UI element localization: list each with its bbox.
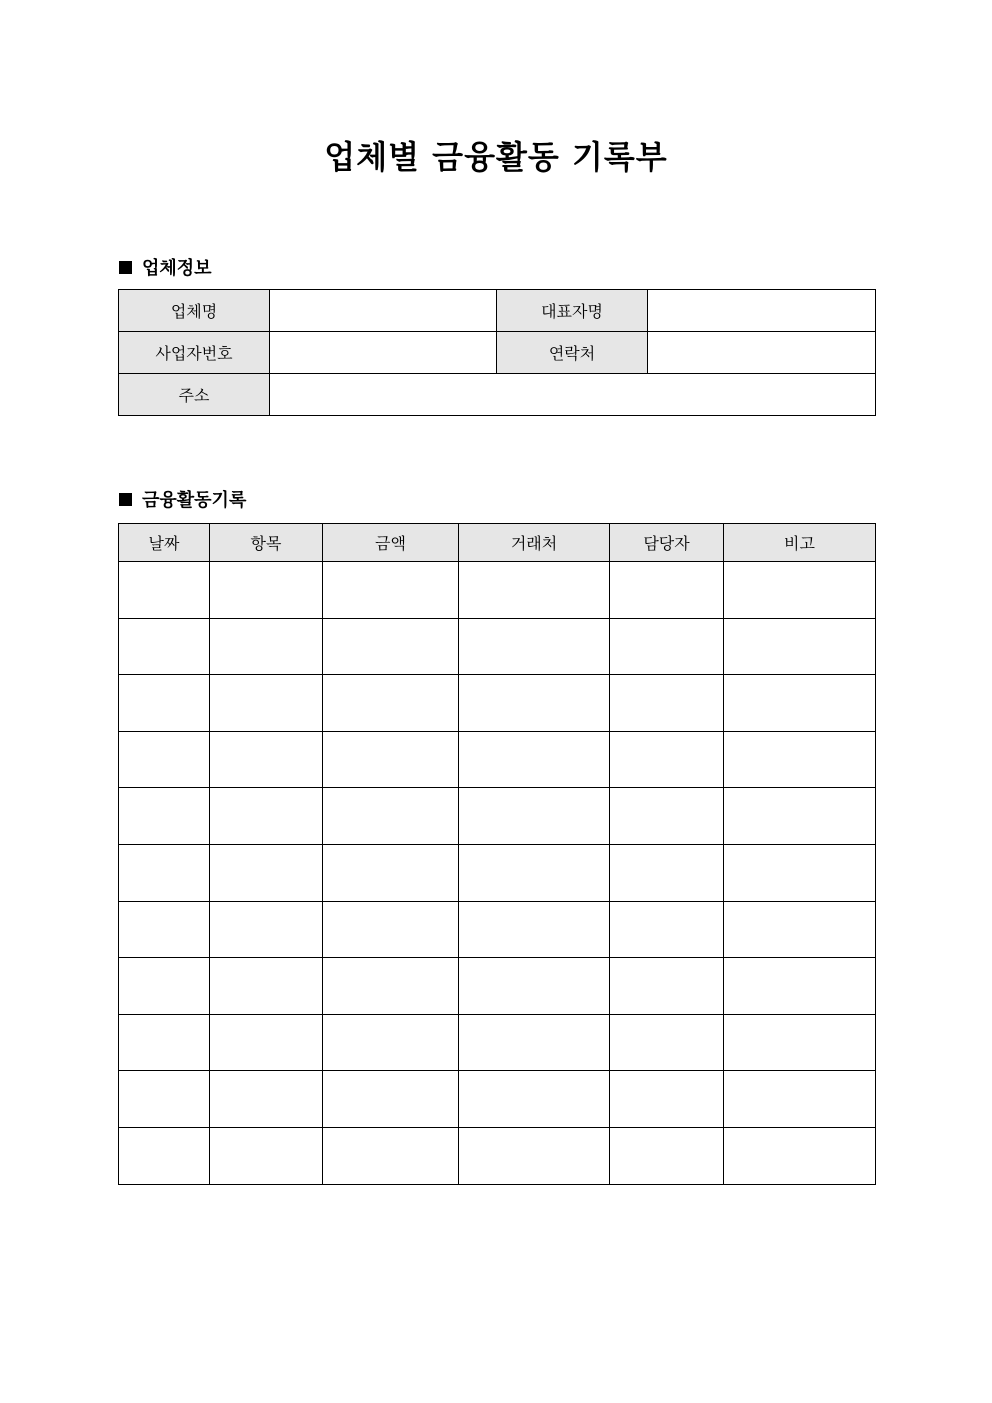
cell-manager[interactable]	[610, 1071, 724, 1128]
cell-amount[interactable]	[323, 844, 459, 901]
representative-label: 대표자명	[497, 290, 648, 332]
cell-manager[interactable]	[610, 901, 724, 958]
cell-manager[interactable]	[610, 731, 724, 788]
cell-date[interactable]	[119, 731, 210, 788]
table-row	[119, 618, 876, 675]
cell-amount[interactable]	[323, 788, 459, 845]
section-heading-company-info	[119, 254, 212, 280]
cell-item[interactable]	[210, 901, 323, 958]
table-row	[119, 562, 876, 619]
cell-manager[interactable]	[610, 1127, 724, 1184]
cell-amount[interactable]	[323, 618, 459, 675]
cell-counterparty[interactable]	[459, 788, 610, 845]
representative-field[interactable]	[648, 290, 876, 332]
square-bullet-icon	[119, 261, 132, 274]
cell-amount[interactable]	[323, 1071, 459, 1128]
cell-counterparty[interactable]	[459, 1127, 610, 1184]
cell-item[interactable]	[210, 731, 323, 788]
cell-amount[interactable]	[323, 562, 459, 619]
cell-item[interactable]	[210, 618, 323, 675]
cell-amount[interactable]	[323, 958, 459, 1015]
cell-counterparty[interactable]	[459, 901, 610, 958]
cell-date[interactable]	[119, 1071, 210, 1128]
cell-remarks[interactable]	[724, 731, 876, 788]
column-header-date: 날짜	[119, 524, 210, 562]
section-heading-label: 금융활동기록	[142, 490, 247, 511]
cell-remarks[interactable]	[724, 958, 876, 1015]
column-header-manager: 담당자	[610, 524, 724, 562]
cell-date[interactable]	[119, 618, 210, 675]
cell-date[interactable]	[119, 1014, 210, 1071]
table-row	[119, 958, 876, 1015]
table-row	[119, 1071, 876, 1128]
cell-counterparty[interactable]	[459, 562, 610, 619]
cell-date[interactable]	[119, 788, 210, 845]
cell-remarks[interactable]	[724, 1071, 876, 1128]
cell-counterparty[interactable]	[459, 844, 610, 901]
contact-field[interactable]	[648, 332, 876, 374]
cell-manager[interactable]	[610, 1014, 724, 1071]
cell-manager[interactable]	[610, 675, 724, 732]
cell-item[interactable]	[210, 788, 323, 845]
cell-amount[interactable]	[323, 675, 459, 732]
cell-remarks[interactable]	[724, 562, 876, 619]
cell-counterparty[interactable]	[459, 675, 610, 732]
cell-counterparty[interactable]	[459, 1071, 610, 1128]
cell-manager[interactable]	[610, 562, 724, 619]
cell-date[interactable]	[119, 901, 210, 958]
company-name-field[interactable]	[270, 290, 497, 332]
table-row	[119, 675, 876, 732]
cell-remarks[interactable]	[724, 1127, 876, 1184]
cell-item[interactable]	[210, 1127, 323, 1184]
company-info-table	[118, 289, 876, 416]
cell-manager[interactable]	[610, 788, 724, 845]
column-header-amount: 금액	[323, 524, 459, 562]
address-field[interactable]	[270, 374, 876, 416]
business-number-label: 사업자번호	[119, 332, 270, 374]
cell-amount[interactable]	[323, 1014, 459, 1071]
cell-manager[interactable]	[610, 844, 724, 901]
cell-amount[interactable]	[323, 731, 459, 788]
business-number-field[interactable]	[270, 332, 497, 374]
cell-remarks[interactable]	[724, 675, 876, 732]
column-header-remarks: 비고	[724, 524, 876, 562]
section-heading-label: 업체정보	[142, 258, 212, 279]
table-row	[119, 901, 876, 958]
table-row	[119, 844, 876, 901]
table-header-row	[119, 524, 876, 562]
cell-manager[interactable]	[610, 618, 724, 675]
cell-item[interactable]	[210, 958, 323, 1015]
table-row	[119, 1127, 876, 1184]
activity-log-table	[118, 523, 876, 1185]
page-title: 업체별 금융활동 기록부	[324, 138, 668, 176]
cell-date[interactable]	[119, 562, 210, 619]
cell-date[interactable]	[119, 844, 210, 901]
table-row	[119, 1014, 876, 1071]
cell-date[interactable]	[119, 675, 210, 732]
cell-remarks[interactable]	[724, 788, 876, 845]
cell-date[interactable]	[119, 1127, 210, 1184]
cell-amount[interactable]	[323, 901, 459, 958]
square-bullet-icon	[119, 493, 132, 506]
column-header-item: 항목	[210, 524, 323, 562]
cell-item[interactable]	[210, 1014, 323, 1071]
cell-remarks[interactable]	[724, 618, 876, 675]
cell-remarks[interactable]	[724, 1014, 876, 1071]
cell-manager[interactable]	[610, 958, 724, 1015]
company-name-label: 업체명	[119, 290, 270, 332]
cell-date[interactable]	[119, 958, 210, 1015]
cell-amount[interactable]	[323, 1127, 459, 1184]
cell-remarks[interactable]	[724, 901, 876, 958]
cell-item[interactable]	[210, 844, 323, 901]
cell-item[interactable]	[210, 1071, 323, 1128]
address-label: 주소	[119, 374, 270, 416]
cell-counterparty[interactable]	[459, 1014, 610, 1071]
table-row	[119, 788, 876, 845]
table-row	[119, 731, 876, 788]
cell-item[interactable]	[210, 562, 323, 619]
cell-counterparty[interactable]	[459, 731, 610, 788]
contact-label: 연락처	[497, 332, 648, 374]
column-header-counterparty: 거래처	[459, 524, 610, 562]
cell-remarks[interactable]	[724, 844, 876, 901]
cell-counterparty[interactable]	[459, 958, 610, 1015]
cell-item[interactable]	[210, 675, 323, 732]
section-heading-activity-log	[119, 486, 246, 512]
cell-counterparty[interactable]	[459, 618, 610, 675]
